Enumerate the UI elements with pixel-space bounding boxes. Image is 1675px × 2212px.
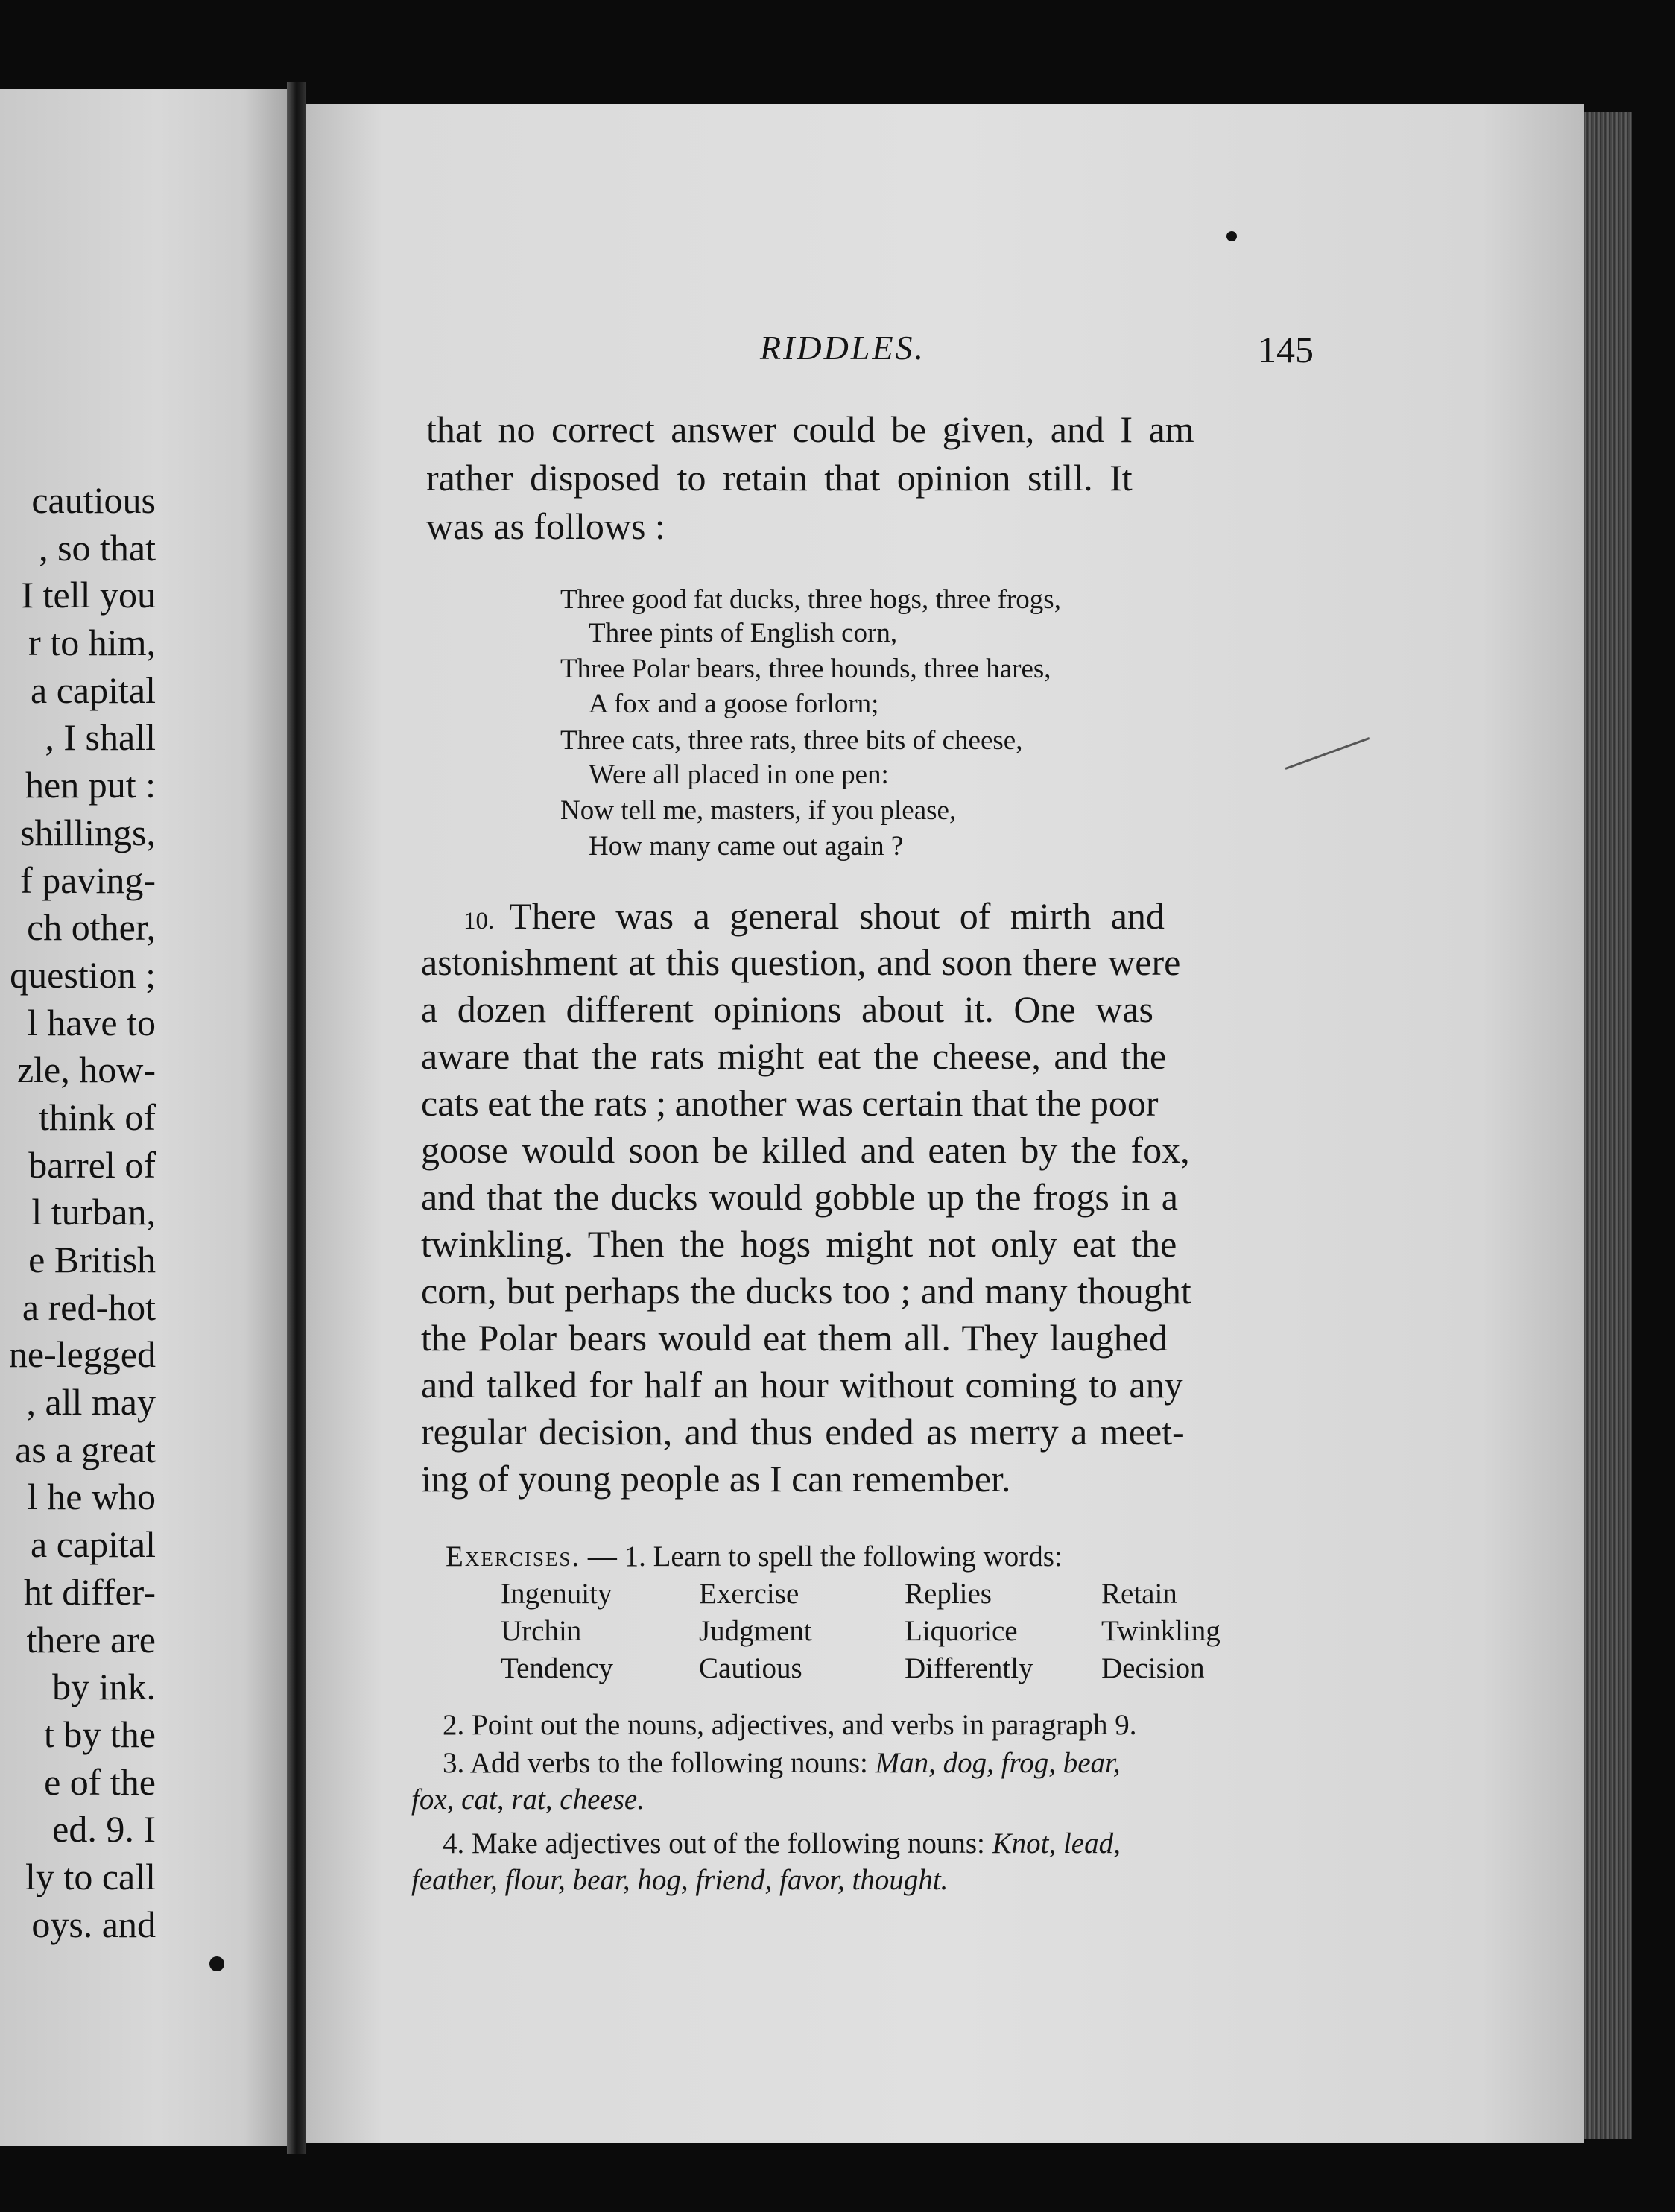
paragraph-line: aware that the rats might eat the cheese, and the [421,1035,1167,1077]
left-page-line: r to him, [28,622,156,664]
left-page-line: l he who [27,1476,156,1518]
running-head: RIDDLES. [760,329,926,367]
page-block-edges [1584,112,1632,2139]
exercise-4-lead: 4. Make adjectives out of the following nouns: [443,1827,985,1859]
poem-line: Now tell me, masters, if you please, [560,795,957,826]
page-edge-shadow [1632,119,1675,2132]
paragraph-line-text: There was a general shout of mirth and [509,895,1165,937]
exercise-2: 2. Point out the nouns, adjectives, and verbs in paragraph 9. [443,1709,1137,1741]
left-page-line: I tell you [21,574,156,616]
paragraph-line: regular decision, and thus ended as merry a meet- [421,1411,1185,1453]
left-page-line: l turban, [31,1191,156,1233]
poem-line: Three Polar bears, three hounds, three hares, [560,654,1051,684]
left-page-line: cautious [31,479,156,521]
spelling-word: Urchin [501,1615,582,1647]
page-number: 145 [1258,329,1314,370]
poem-line: Three good fat ducks, three hogs, three frogs, [560,584,1061,615]
spelling-word: Judgment [699,1615,812,1647]
paragraph-number: 10. [463,908,495,935]
exercise-1 [446,1540,1063,1573]
spelling-word: Cautious [699,1652,802,1684]
spelling-word: Exercise [699,1578,799,1610]
left-page-line: l have to [27,1001,156,1043]
left-page-line: zle, how- [16,1049,156,1091]
left-page-line: oys. and [31,1903,156,1945]
left-page-line: , I shall [45,716,156,759]
left-page-line: barrel of [28,1143,156,1186]
left-page-line: ed. 9. I [52,1808,156,1851]
paragraph-line: ing of young people as I can remember. [421,1458,1011,1500]
left-page-line: a capital [31,669,156,711]
left-page-line: there are [26,1618,156,1660]
spelling-word: Liquorice [905,1615,1018,1647]
spelling-word: Ingenuity [501,1578,612,1610]
poem-line: Three pints of English corn, [589,618,898,648]
paragraph-line: and talked for half an hour without coming to any [421,1364,1183,1406]
left-page-line: t by the [44,1713,156,1755]
left-page-line: hen put : [25,764,156,806]
poem-line: Three cats, three rats, three bits of cheese, [560,725,1023,756]
paragraph-line: astonishment at this question, and soon there were [421,941,1181,983]
intro-line: rather disposed to retain that opinion still. It [426,457,1133,499]
left-page-line: ly to call [25,1855,156,1897]
spelling-word: Decision [1101,1652,1205,1684]
left-page-line: , so that [39,526,156,569]
left-page-line: , all may [26,1381,156,1423]
left-page-line: think of [39,1096,156,1138]
left-page-line: a red-hot [22,1286,156,1328]
exercise-3-continued: fox, cat, rat, cheese. [411,1783,645,1816]
exercise-3 [443,1746,1121,1780]
exercise-1-text: — 1. Learn to spell the following words: [587,1540,1063,1573]
exercise-4-continued: feather, flour, bear, hog, friend, favor, thought. [411,1864,949,1896]
poem-line: How many came out again ? [589,831,904,862]
spelling-word: Twinkling [1101,1615,1220,1647]
book-gutter [287,82,306,2154]
left-page-line: ht differ- [23,1570,156,1613]
paragraph-line [463,894,1165,938]
exercise-4-words: Knot, lead, [992,1827,1121,1859]
left-page-line: f paving- [20,859,156,901]
intro-line: that no correct answer could be given, and I am [426,408,1194,450]
left-page-line: question ; [10,953,156,996]
left-page-line: as a great [15,1428,156,1470]
paragraph-line: a dozen different opinions about it. One was [421,988,1153,1030]
exercise-3-lead: 3. Add verbs to the following nouns: [443,1747,868,1779]
exercise-4 [443,1827,1121,1860]
left-page-line: e British [28,1239,156,1280]
paragraph-line: the Polar bears would eat them all. They laughed [421,1317,1168,1359]
poem-line: Were all placed in one pen: [589,759,889,790]
left-page-line: shillings, [20,811,156,853]
intro-line: was as follows : [426,505,665,547]
paragraph-line: corn, but perhaps the ducks too ; and many thought [421,1270,1191,1312]
left-page-line: ch other, [27,906,156,949]
exercises-heading: Exercises. [446,1540,581,1573]
left-page-line: a capital [31,1523,156,1566]
ink-dot [1226,231,1237,241]
spelling-word: Replies [905,1578,992,1610]
paragraph-line: goose would soon be killed and eaten by the fox, [421,1129,1190,1171]
spelling-word: Tendency [501,1652,614,1684]
spelling-word: Differently [905,1652,1033,1684]
left-facing-page [0,89,287,2146]
paragraph-line: cats eat the rats ; another was certain that the poor [421,1082,1159,1124]
exercise-3-words: Man, dog, frog, bear, [875,1747,1121,1779]
paragraph-line: twinkling. Then the hogs might not only eat the [421,1223,1177,1265]
poem-line: A fox and a goose forlorn; [589,689,879,719]
spelling-word: Retain [1101,1578,1177,1610]
left-page-line: e of the [44,1760,156,1803]
left-page-line: ne-legged [8,1333,156,1376]
left-page-line: by ink. [52,1666,156,1708]
left-page-text [9,477,156,1948]
paragraph-line: and that the ducks would gobble up the frogs in a [421,1176,1178,1218]
ink-blot [209,1956,224,1971]
